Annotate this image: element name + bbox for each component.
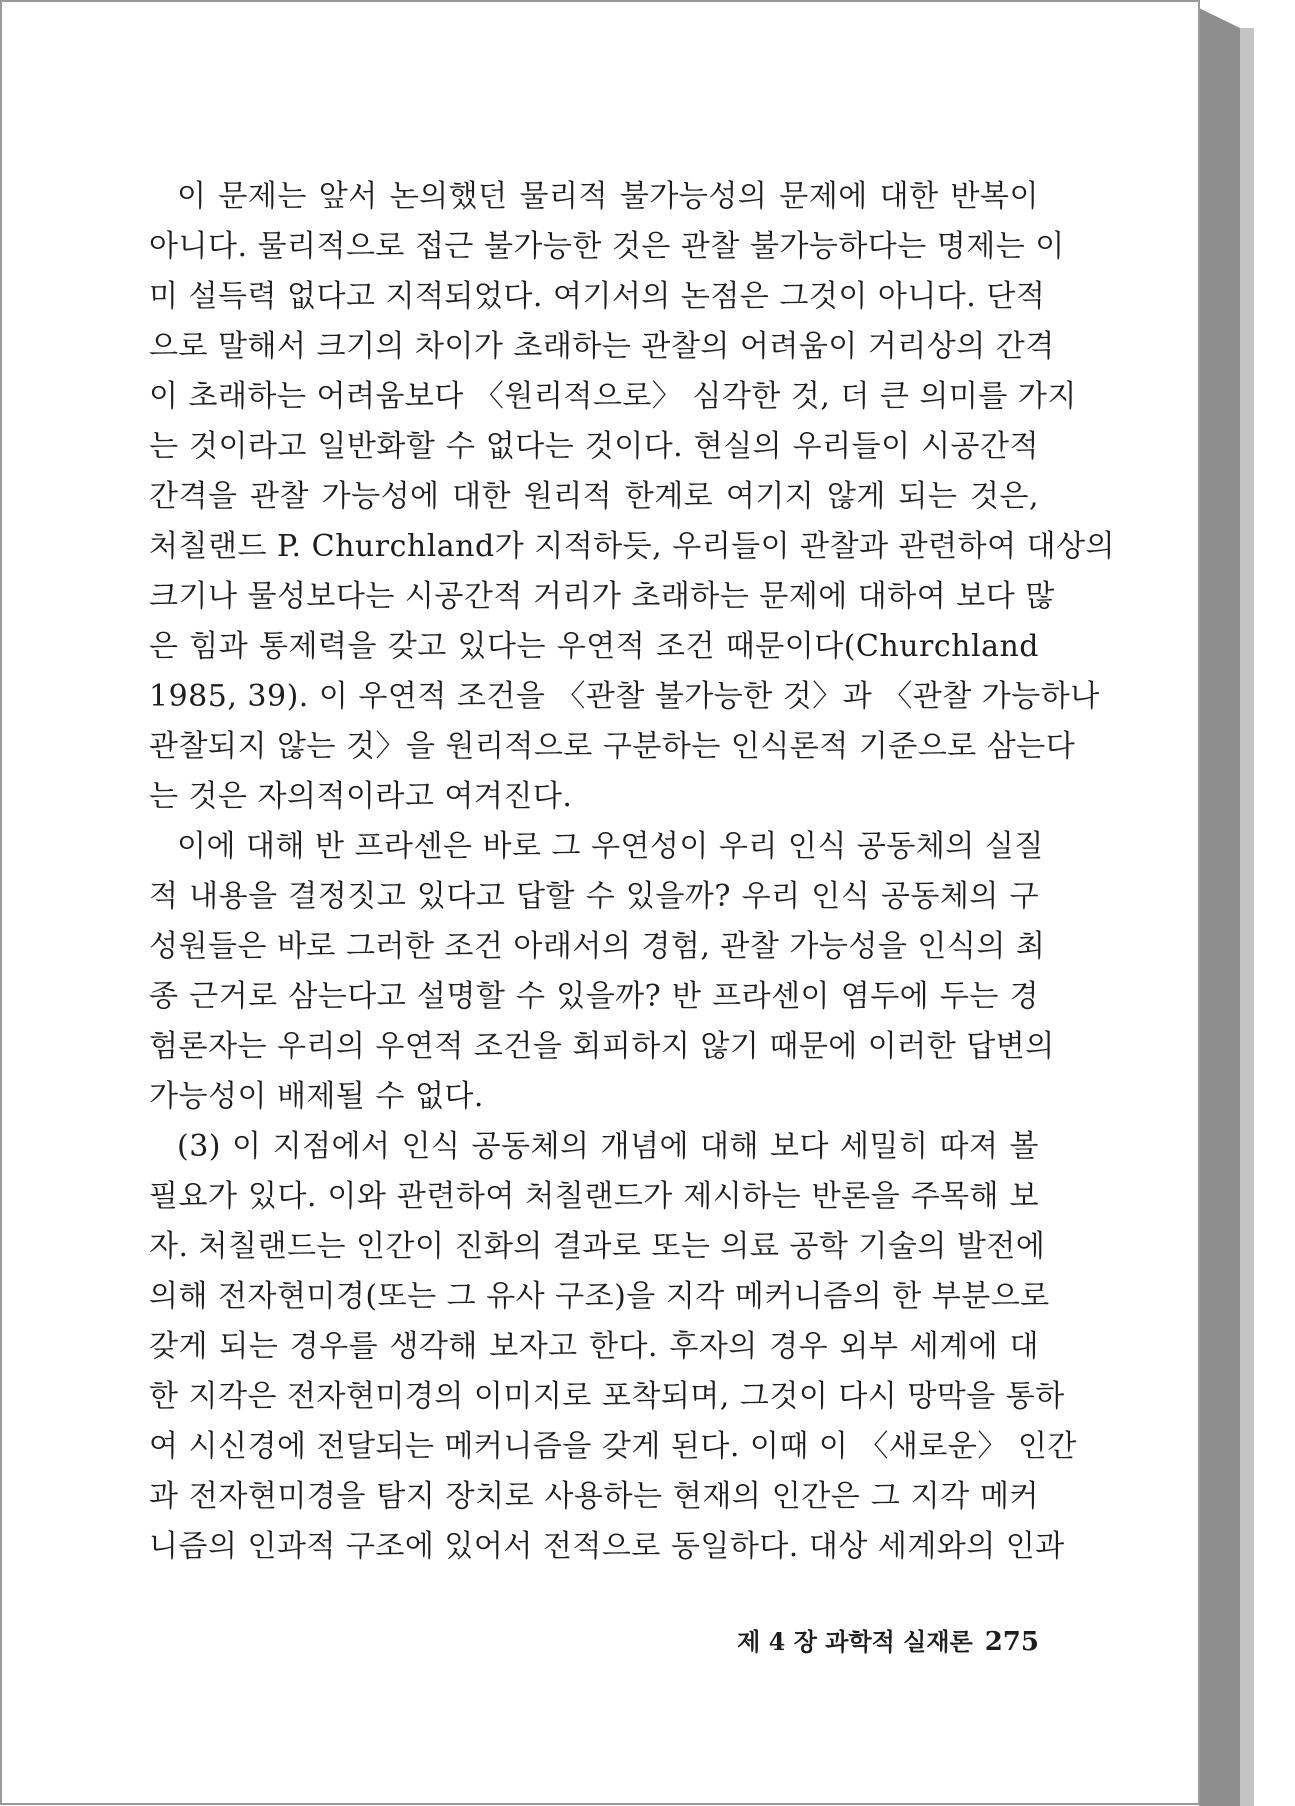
text-line-5: 이 초래하는 어려움보다 〈원리적으로〉 심각한 것, 더 큰 의미를 가지 <box>149 379 1077 414</box>
text-line-25: 한 지각은 전자현미경의 이미지로 포착되며, 그것이 다시 망막을 통하 <box>149 1379 1065 1414</box>
text-line-21: 필요가 있다. 이와 관련하여 처칠랜드가 제시하는 반론을 주목해 보 <box>149 1179 1039 1214</box>
page-edge-light <box>1240 28 1254 1806</box>
page-edge-dark <box>1199 8 1240 1806</box>
text-line-19: 가능성이 배제될 수 없다. <box>149 1079 484 1114</box>
text-line-15: 적 내용을 결정짓고 있다고 답할 수 있을까? 우리 인식 공동체의 구 <box>149 879 1039 914</box>
text-line-28: 니즘의 인과적 구조에 있어서 전적으로 동일하다. 대상 세계와의 인과 <box>149 1529 1065 1564</box>
text-line-18: 험론자는 우리의 우연적 조건을 회피하지 않기 때문에 이러한 답변의 <box>149 1029 1055 1064</box>
text-line-13: 는 것은 자의적이라고 여겨진다. <box>149 779 573 814</box>
text-line-27: 과 전자현미경을 탐지 장치로 사용하는 현재의 인간은 그 지각 메커 <box>149 1479 1039 1514</box>
text-line-22: 자. 처칠랜드는 인간이 진화의 결과로 또는 의료 공학 기술의 발전에 <box>149 1229 1046 1264</box>
text-line-20: (3) 이 지점에서 인식 공동체의 개념에 대해 보다 세밀히 따져 볼 <box>177 1129 1039 1164</box>
page-footer <box>700 1622 1039 1657</box>
text-line-10: 은 힘과 통제력을 갖고 있다는 우연적 조건 때문이다(Churchland <box>149 629 1039 664</box>
text-line-17: 종 근거로 삼는다고 설명할 수 있을까? 반 프라센이 염두에 두는 경 <box>149 979 1039 1014</box>
text-line-16: 성원들은 바로 그러한 조건 아래서의 경험, 관찰 가능성을 인식의 최 <box>149 929 1046 964</box>
text-line-12: 관찰되지 않는 것〉을 원리적으로 구분하는 인식론적 기준으로 삼는다 <box>149 729 1076 764</box>
text-line-14: 이에 대해 반 프라센은 바로 그 우연성이 우리 인식 공동체의 실질 <box>177 829 1044 864</box>
text-line-7: 간격을 관찰 가능성에 대한 원리적 한계로 여기지 않게 되는 것은, <box>149 479 1039 514</box>
text-line-4: 으로 말해서 크기의 차이가 초래하는 관찰의 어려움이 거리상의 간격 <box>149 329 1055 364</box>
text-line-9: 크기나 물성보다는 시공간적 거리가 초래하는 문제에 대하여 보다 많 <box>149 579 1055 614</box>
text-line-11: 1985, 39). 이 우연적 조건을 〈관찰 불가능한 것〉과 〈관찰 가능하나 <box>149 679 1100 714</box>
text-line-2: 아니다. 물리적으로 접근 불가능한 것은 관찰 불가능하다는 명제는 이 <box>149 229 1065 264</box>
running-chapter-title: 제 4 장 과학적 실재론 <box>737 1627 973 1656</box>
page-number: 275 <box>984 1627 1039 1657</box>
text-line-1: 이 문제는 앞서 논의했던 물리적 불가능성의 문제에 대한 반복이 <box>177 179 1039 214</box>
text-line-23: 의해 전자현미경(또는 그 유사 구조)을 지각 메커니즘의 한 부분으로 <box>149 1279 1050 1314</box>
page-body <box>149 172 1116 1572</box>
text-line-3: 미 설득력 없다고 지적되었다. 여기서의 논점은 그것이 아니다. 단적 <box>149 279 1046 314</box>
text-line-26: 여 시신경에 전달되는 메커니즘을 갖게 된다. 이때 이 〈새로운〉 인간 <box>149 1429 1077 1464</box>
text-line-6: 는 것이라고 일반화할 수 없다는 것이다. 현실의 우리들이 시공간적 <box>149 429 1039 464</box>
text-line-24: 갖게 되는 경우를 생각해 보자고 한다. 후자의 경우 외부 세계에 대 <box>149 1329 1039 1364</box>
text-line-8: 처칠랜드 P. Churchland가 지적하듯, 우리들이 관찰과 관련하여 대상의 <box>149 529 1116 564</box>
